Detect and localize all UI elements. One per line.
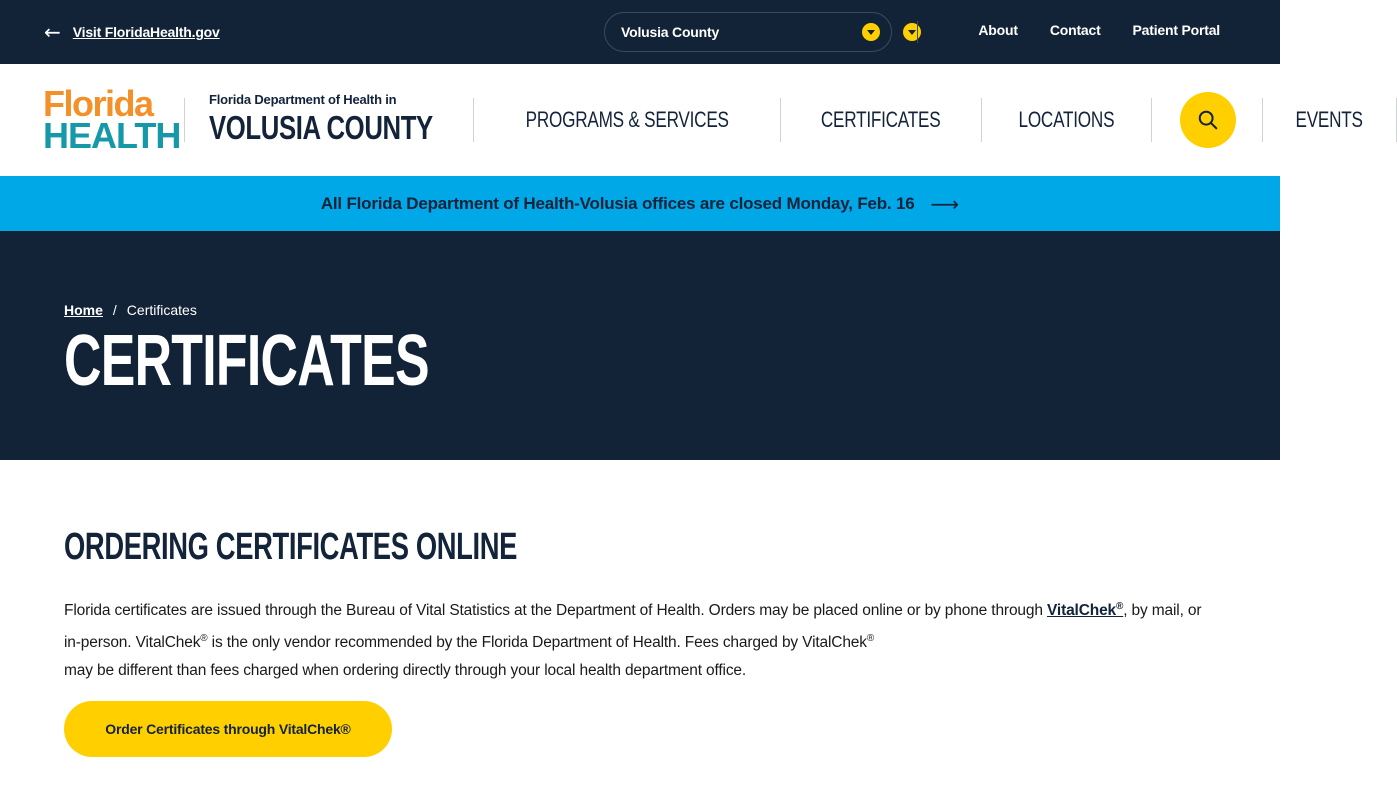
nav-locations[interactable]: [982, 98, 1152, 142]
vitalchek-link-label: VitalChek: [1047, 602, 1117, 620]
chevron-down-icon: [862, 23, 880, 41]
county-select[interactable]: [604, 12, 892, 52]
utility-nav: [978, 22, 1220, 38]
paragraph-text: , by mail, or in-person. VitalChek: [64, 602, 1202, 652]
main-header: [0, 64, 1364, 176]
logo-florida-text: Florida: [43, 83, 153, 124]
breadcrumb-separator: /: [112, 302, 117, 318]
breadcrumb: [64, 302, 197, 318]
alert-text: All Florida Department of Health-Volusia offices are closed Monday, Feb. 16: [320, 193, 915, 213]
section-title: ORDERING CERTIFICATES ONLINE: [64, 526, 518, 568]
registered-mark: ®: [200, 633, 208, 645]
nav-label: CERTIFICATES: [821, 107, 941, 132]
nav-label: PROGRAMS & SERVICES: [525, 107, 729, 132]
search-icon: [1197, 109, 1219, 131]
page-title: CERTIFICATES: [64, 321, 429, 401]
nav-programs-services[interactable]: [473, 98, 781, 142]
about-link[interactable]: About: [978, 22, 1018, 38]
florida-health-logo[interactable]: [43, 83, 181, 156]
divider: [184, 98, 185, 142]
visit-floridahealth-label: Visit FloridaHealth.gov: [72, 24, 220, 40]
body-paragraph: [64, 593, 1204, 685]
arrow-right-icon: ⟶: [930, 191, 960, 216]
utility-bar: [0, 0, 1280, 64]
department-label: Florida Department of Health in: [209, 92, 397, 107]
paragraph-text: is the only vendor recommended by the Florida Department of Health. Fees charged by VitalChek: [207, 634, 867, 652]
breadcrumb-current: Certificates: [126, 302, 197, 318]
page-hero: [0, 231, 1280, 460]
alert-banner[interactable]: [0, 176, 1280, 231]
main-nav: [473, 98, 1397, 142]
divider: [917, 21, 918, 43]
registered-mark: ®: [866, 633, 875, 645]
patient-portal-link[interactable]: Patient Portal: [1132, 22, 1220, 38]
registered-mark: ®: [1116, 601, 1124, 612]
county-name: VOLUSIA COUNTY: [209, 109, 433, 146]
nav-label: EVENTS: [1295, 107, 1364, 132]
county-select-value: Volusia County: [621, 24, 720, 40]
nav-label: LOCATIONS: [1018, 107, 1114, 132]
nav-events[interactable]: [1263, 98, 1396, 142]
paragraph-text: may be different than fees charged when ordering directly through your local health department office.: [64, 662, 747, 680]
logo-health-text: HEALTH: [43, 115, 181, 156]
contact-link[interactable]: Contact: [1049, 22, 1101, 38]
arrow-left-icon: ←: [44, 20, 61, 44]
breadcrumb-home[interactable]: Home: [64, 302, 103, 318]
order-certificates-button[interactable]: Order Certificates through VitalChek®: [64, 701, 392, 757]
visit-floridahealth-link[interactable]: [44, 20, 220, 44]
search-button[interactable]: [1180, 92, 1236, 148]
nav-certificates[interactable]: [781, 98, 981, 142]
vitalchek-link[interactable]: [1047, 602, 1123, 619]
paragraph-text: Florida certificates are issued through the Bureau of Vital Statistics at the Department of Health. Orders may be placed online or by phone through: [64, 602, 1047, 620]
secondary-dropdown-toggle[interactable]: [903, 23, 921, 41]
